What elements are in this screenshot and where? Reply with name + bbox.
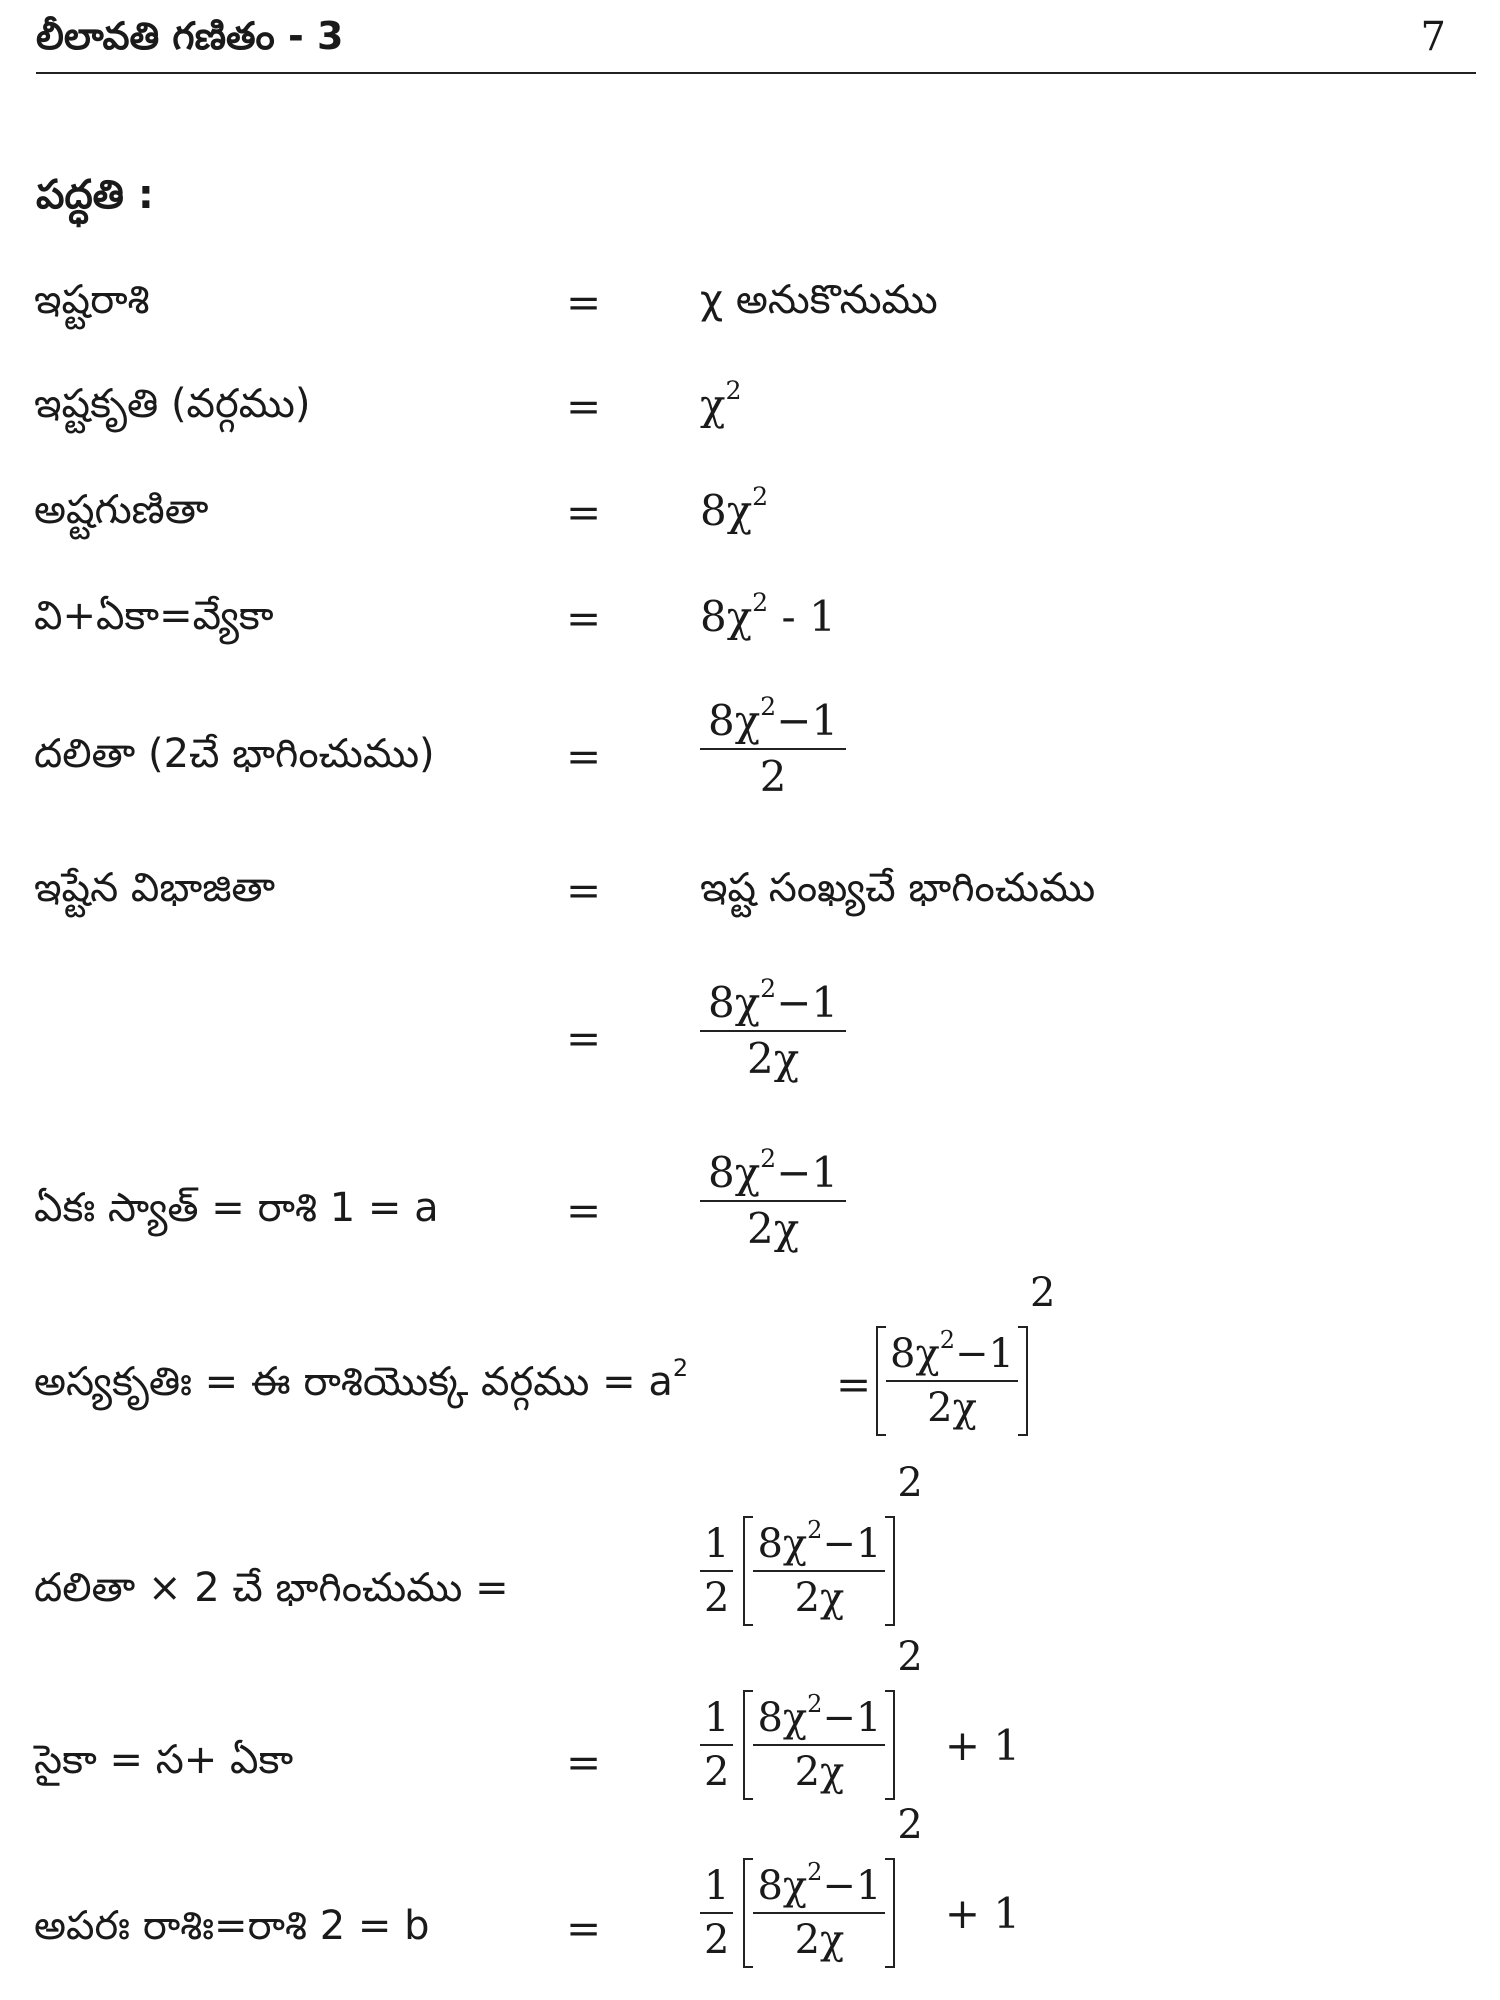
row-4-equals: = (566, 594, 602, 643)
row-4-label: వి+ఏకా=వ్యేకా (34, 593, 274, 639)
row-10-label: దలితా × 2 చే భాగించుము = (34, 1565, 509, 1611)
row-12-equals: = (566, 1904, 602, 1953)
row-6-label: ఇష్టేన విభాజితా (34, 865, 276, 911)
row-5-equals: = (566, 732, 602, 781)
row-8-fraction: $\frac{8\chi^2-1}{2\chi}$ (700, 1152, 846, 1250)
row-5-label: దలితా (2చే భాగించుము) (34, 731, 435, 777)
row-8-label: ఏకః స్యాత్ = రాశి 1 = a (34, 1185, 439, 1231)
row-6-value: ఇష్ట సంఖ్యచే భాగించుము (700, 865, 1096, 911)
row-4-value: $8\chi^2 - 1$ (700, 587, 836, 641)
running-header-title: లీలావతి గణితం - 3 (36, 14, 344, 58)
row-6-equals: = (566, 866, 602, 915)
row-1-value: χ అనుకొనుము (700, 277, 938, 323)
row-7-equals: = (566, 1014, 602, 1063)
row-10-expression: $\frac{1}{2}$ $\frac{8\chi^2-1}{2\chi}$ 2 (700, 1516, 923, 1626)
row-9-label: అస్యకృతిః = ఈ రాశియొక్క వర్గము = $a^2$ (34, 1353, 689, 1405)
row-3-label: అష్టగుణితా (34, 487, 209, 533)
section-heading: పద్ధతి : (36, 172, 154, 218)
row-1-label: ఇష్టరాశి (34, 277, 150, 323)
row-12-expression: $\frac{1}{2}$ $\frac{8\chi^2-1}{2\chi}$ 2+ 1 (700, 1858, 1020, 1968)
row-11-label: సైకా = స+ ఏకా (34, 1737, 294, 1783)
row-9-equals: = (836, 1360, 872, 1409)
row-3-value: $8\chi^2$ (700, 481, 769, 535)
row-5-fraction: $\frac{8\chi^2-1}{2}$ (700, 700, 846, 798)
row-2-label: ఇష్టకృతి (వర్గము) (34, 381, 311, 427)
row-2-value: $\chi^2$ (700, 375, 742, 429)
row-12-label: అపరః రాశిః=రాశి 2 = b (34, 1903, 430, 1949)
row-7-fraction: $\frac{8\chi^2-1}{2\chi}$ (700, 982, 846, 1080)
row-2-equals: = (566, 382, 602, 431)
row-1-equals: = (566, 278, 602, 327)
row-9-expression: $\frac{8\chi^2-1}{2\chi}$ 2 (876, 1326, 1055, 1436)
page-number: 7 (1420, 14, 1446, 60)
header-rule (36, 72, 1476, 74)
row-11-expression: $\frac{1}{2}$ $\frac{8\chi^2-1}{2\chi}$ 2+ 1 (700, 1690, 1020, 1800)
row-11-equals: = (566, 1738, 602, 1787)
row-3-equals: = (566, 488, 602, 537)
row-8-equals: = (566, 1186, 602, 1235)
